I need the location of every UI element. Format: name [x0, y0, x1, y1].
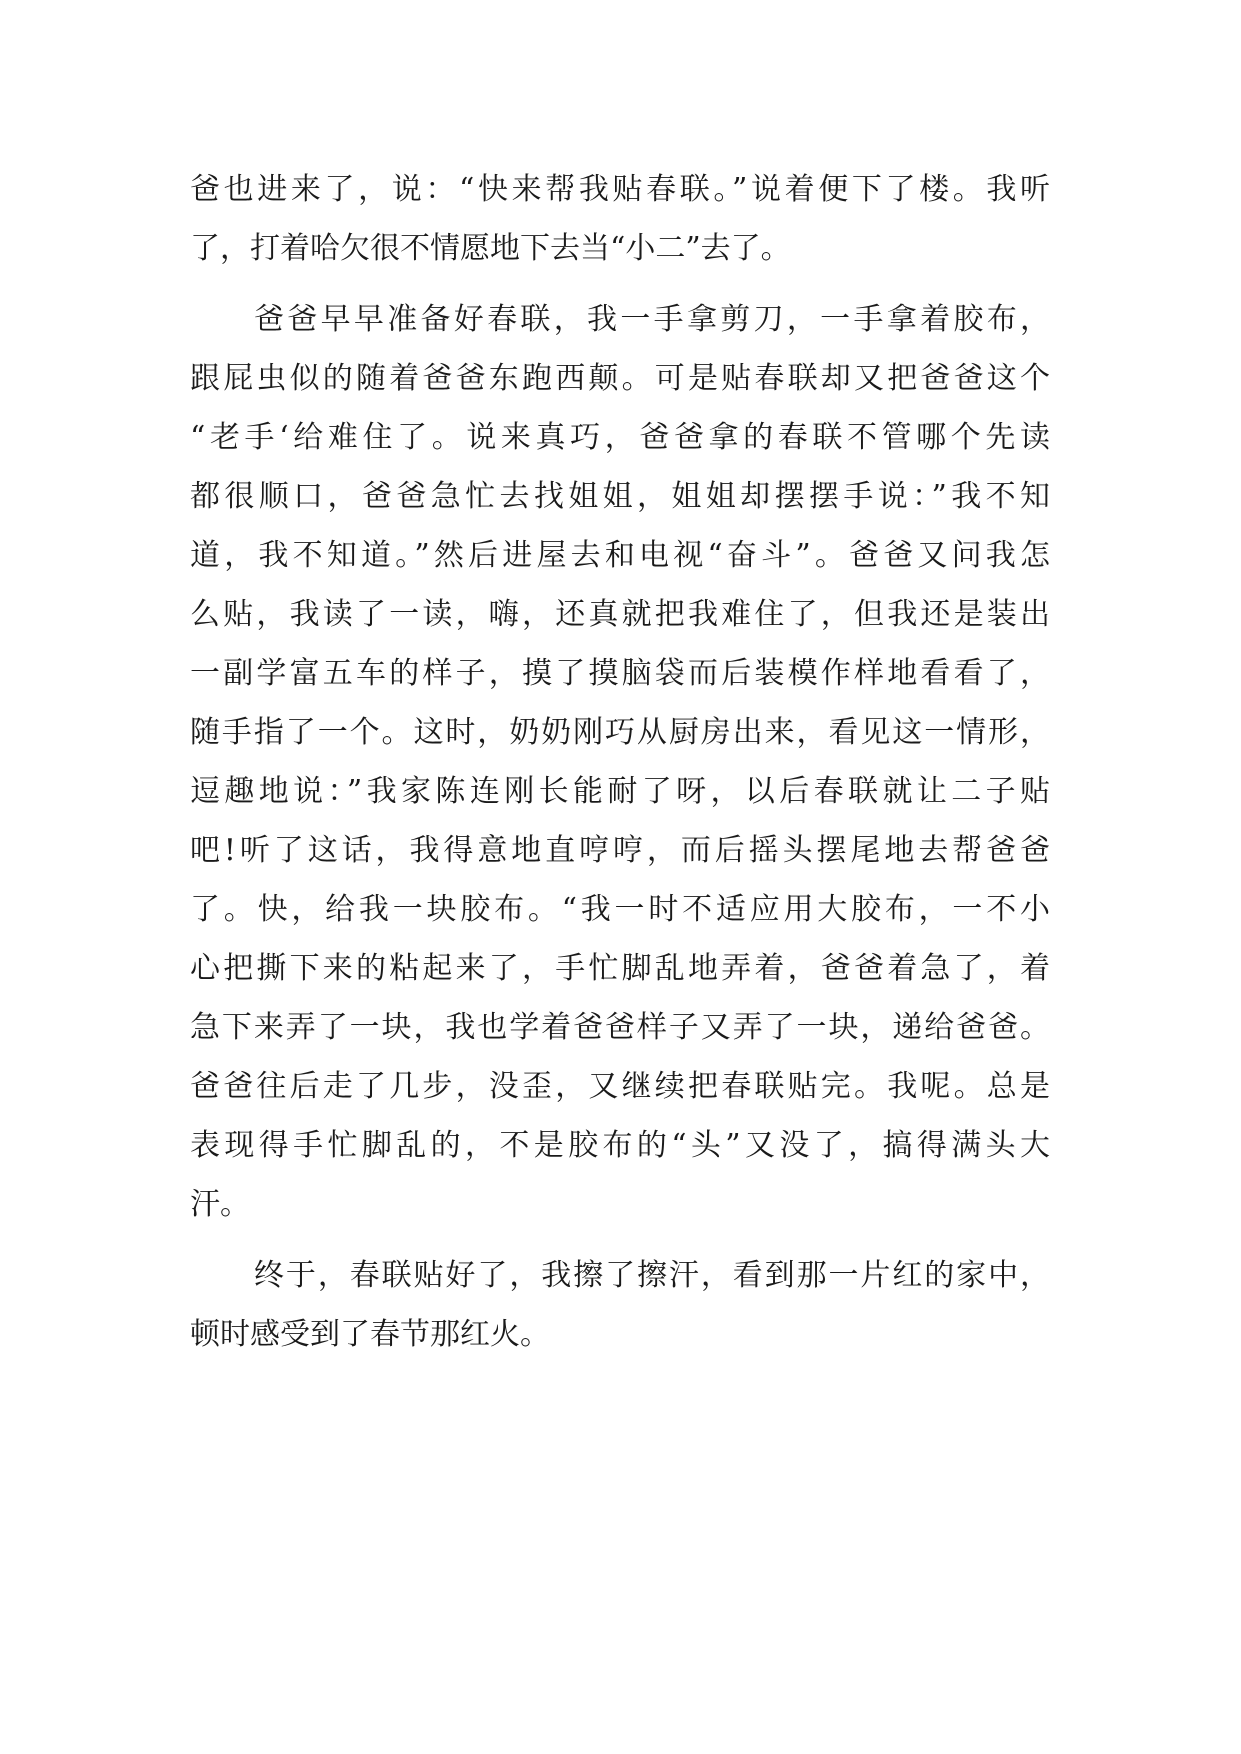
text-line: 爸也进来了，说：“快来帮我贴春联。”说着便下了楼。我听 — [190, 172, 1050, 207]
text-line: 么贴，我读了一读，嗨，还真就把我难住了，但我还是装出 — [190, 597, 1050, 632]
text-line: 汗。 — [190, 1187, 250, 1222]
text-line: 急下来弄了一块，我也学着爸爸样子又弄了一块，递给爸爸。 — [190, 1010, 1050, 1045]
text-line: “老手‘给难住了。说来真巧，爸爸拿的春联不管哪个先读 — [190, 420, 1050, 455]
text-line: 终于，春联贴好了，我擦了擦汗，看到那一片红的家中， — [254, 1258, 1050, 1293]
text-line: 一副学富五车的样子，摸了摸脑袋而后装模作样地看看了， — [190, 656, 1050, 691]
text-line: 随手指了一个。这时，奶奶刚巧从厨房出来，看见这一情形， — [190, 715, 1050, 750]
text-line: 了，打着哈欠很不情愿地下去当“小二”去了。 — [190, 231, 791, 266]
text-line: 吧!听了这话，我得意地直哼哼，而后摇头摆尾地去帮爸爸 — [190, 833, 1050, 868]
paragraph-2 — [190, 290, 1050, 1234]
text-line: 表现得手忙脚乱的，不是胶布的“头”又没了，搞得满头大 — [190, 1128, 1050, 1163]
text-line: 了。快，给我一块胶布。“我一时不适应用大胶布，一不小 — [190, 892, 1050, 927]
text-line: 顿时感受到了春节那红火。 — [190, 1317, 550, 1352]
document-body — [190, 160, 1050, 1364]
text-line: 逗趣地说：”我家陈连刚长能耐了呀，以后春联就让二子贴 — [190, 774, 1050, 809]
text-line: 爸爸早早准备好春联，我一手拿剪刀，一手拿着胶布， — [254, 302, 1050, 337]
paragraph-3 — [190, 1246, 1050, 1364]
paragraph-1 — [190, 160, 1050, 278]
text-line: 道，我不知道。”然后进屋去和电视“奋斗”。爸爸又问我怎 — [190, 538, 1050, 573]
text-line: 跟屁虫似的随着爸爸东跑西颠。可是贴春联却又把爸爸这个 — [190, 361, 1050, 396]
text-line: 心把撕下来的粘起来了，手忙脚乱地弄着，爸爸着急了，着 — [190, 951, 1050, 986]
text-line: 都很顺口，爸爸急忙去找姐姐，姐姐却摆摆手说：”我不知 — [190, 479, 1050, 514]
text-line: 爸爸往后走了几步，没歪，又继续把春联贴完。我呢。总是 — [190, 1069, 1050, 1104]
